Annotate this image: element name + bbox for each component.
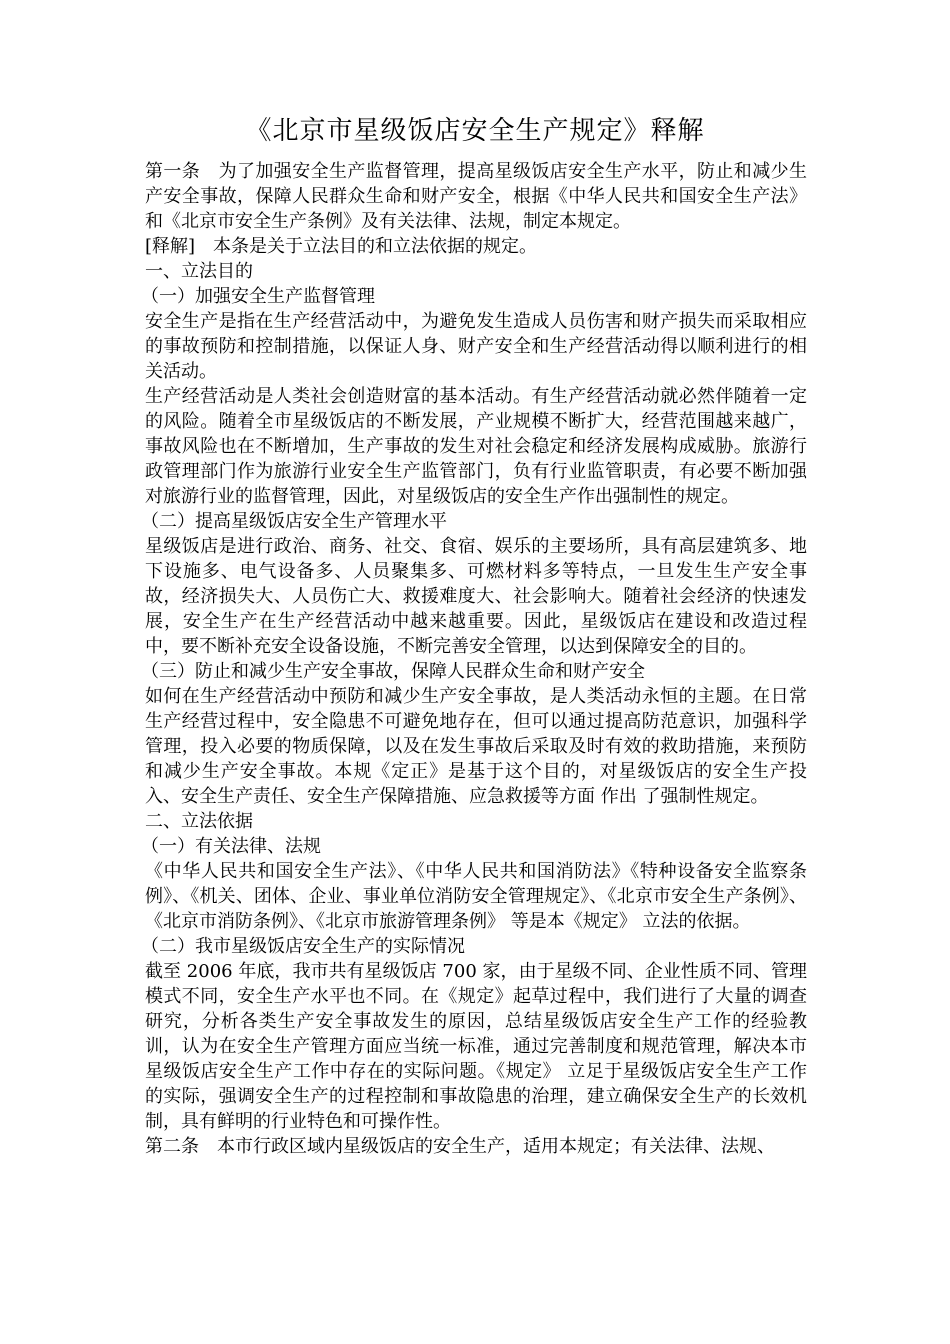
paragraph-actual-situation: 截至 2006 年底，我市共有星级饭店 700 家，由于星级不同、企业性质不同、管理模式不同，安全生产水平也不同。在《规定》起草过程中，我们进行了大量的调查研究，分析各类生产安全事故发生的原因，总结星级饭店安全生产工作的经验教训，认为在安全生产管理方面应当统一标准，通过完善制度和规范管理，解决本市星级饭店安全生产工作中存在的实际问题。《规定》 立足于星级饭店安全生产工作的实际，强调安全生产的过程控制和事故隐患的治理，建立确保安全生产的长效机制，具有鲜明的行业特色和可操作性。 <box>145 961 807 1132</box>
section-heading-legal-basis: 二、立法依据 <box>145 811 253 832</box>
interpretation-intro: [释解] 本条是关于立法目的和立法依据的规定。 <box>145 236 538 257</box>
section-heading-purpose: 一、立法目的 <box>145 261 253 282</box>
document-title: 《北京市星级饭店安全生产规定》释解 <box>245 116 705 146</box>
paragraph-hotel-features: 星级饭店是进行政治、商务、社交、食宿、娱乐的主要场所，具有高层建筑多、地下设施多、电气设备多、人员聚集多、可燃材料多等特点，一旦发生生产安全事故，经济损失大、人员伤亡大、救援难度大、社会影响大。随着社会经济的快速发展，安全生产在生产经营活动中越来越重要。因此，星级饭店在建设和改造过程中，要不断补充安全设备设施，不断完善安全管理，以达到保障安全的目的。 <box>145 536 807 657</box>
subheading-supervision: （一）加强安全生产监督管理 <box>141 286 375 307</box>
paragraph-prevention: 如何在生产经营活动中预防和减少生产安全事故，是人类活动永恒的主题。在日常生产经营过程中，安全隐患不可避免地存在，但可以通过提高防范意识，加强科学管理，投入必要的物质保障，以及在发生事故后采取及时有效的救助措施，来预防和减少生产安全事故。本规《定正》是基于这个目的，对星级饭店的安全生产投入、安全生产责任、安全生产保障措施、应急救援等方面 作出 了强制性规定。 <box>145 686 807 807</box>
subheading-management-level: （二）提高星级饭店安全生产管理水平 <box>141 511 447 532</box>
article-2-text: 第二条 本市行政区域内星级饭店的安全生产，适用本规定；有关法律、法规、 <box>145 1136 775 1157</box>
paragraph-safety-definition: 安全生产是指在生产经营活动中，为避免发生造成人员伤害和财产损失而采取相应的事故预防和控制措施，以保证人身、财产安全和生产经营活动得以顺利进行的相关活动。 <box>145 311 807 382</box>
subheading-accident-prevention: （三）防止和减少生产安全事故，保障人民群众生命和财产安全 <box>141 661 645 682</box>
subheading-actual-situation: （二）我市星级饭店安全生产的实际情况 <box>141 936 465 957</box>
paragraph-business-risk: 生产经营活动是人类社会创造财富的基本活动。有生产经营活动就必然伴随着一定的风险。随着全市星级饭店的不断发展，产业规模不断扩大，经营范围越来越广，事故风险也在不断增加，生产事故的发生对社会稳定和经济发展构成威胁。旅游行政管理部门作为旅游行业安全生产监管部门，负有行业监管职责，有必要不断加强对旅游行业的监督管理，因此，对星级饭店的安全生产作出强制性的规定。 <box>145 386 807 507</box>
article-1-text: 第一条 为了加强安全生产监督管理，提高星级饭店安全生产水平，防止和减少生产安全事故，保障人民群众生命和财产安全，根据《中华人民共和国安全生产法》和《北京市安全生产条例》及有关法律、法规，制定本规定。 <box>145 161 807 232</box>
subheading-laws: （一）有关法律、法规 <box>141 836 321 857</box>
document-body <box>141 159 807 1159</box>
paragraph-laws-list: 《中华人民共和国安全生产法》、《中华人民共和国消防法》《特种设备安全监察条例》、《机关、团体、企业、事业单位消防安全管理规定》、《北京市安全生产条例》、《北京市消防条例》、《北京市旅游管理条例》 等是本《规定》 立法的依据。 <box>145 861 807 932</box>
